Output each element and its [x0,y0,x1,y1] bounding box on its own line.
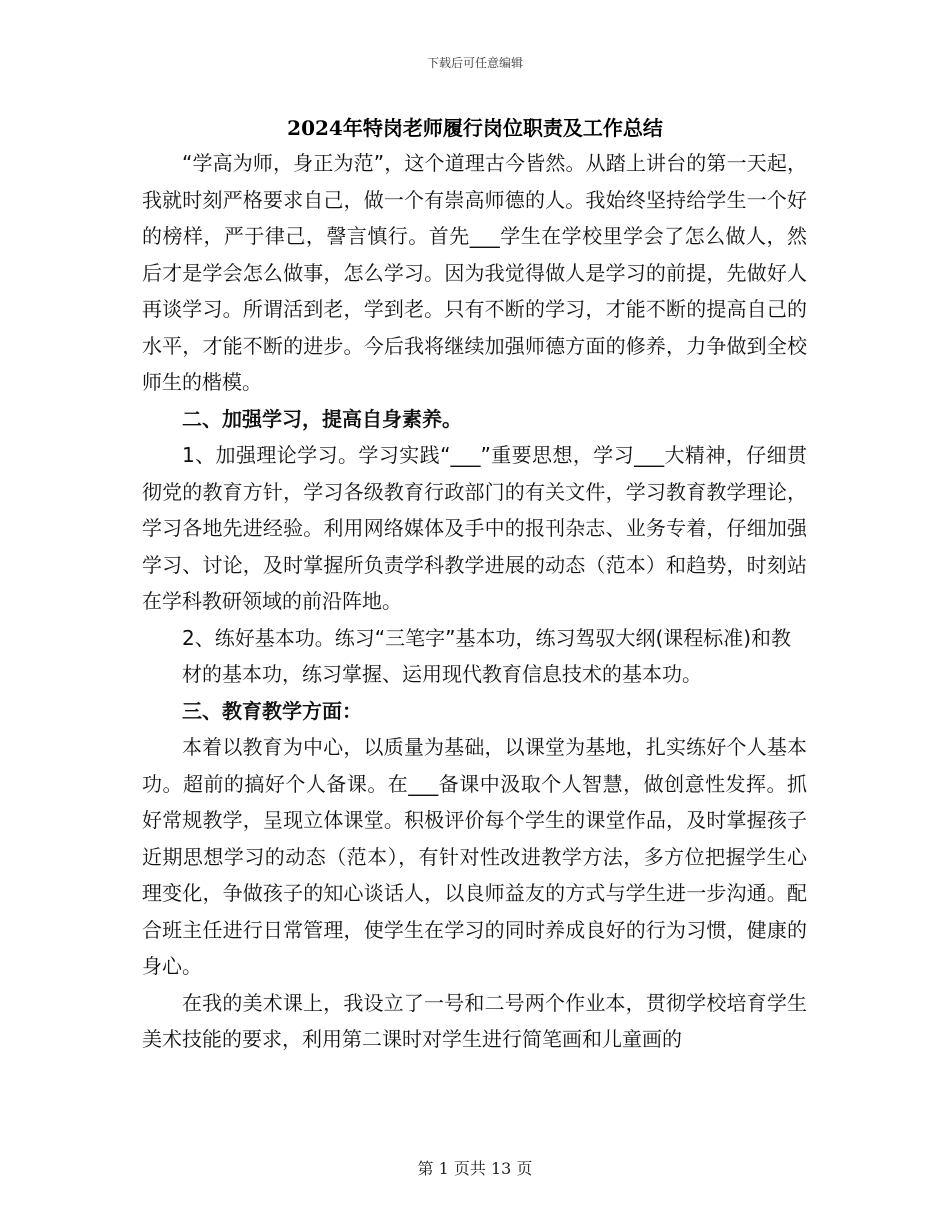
paragraph: “学高为师，身正为范”，这个道理古今皆然。从踏上讲台的第一天起，我就时刻严格要求自己，做一个有崇高师德的人。我始终坚持给学生一个好的榜样，严于律己，謦言慎行。首先___学生在学校里学会了怎么做人，然后才是学会怎么做事，怎么学习。因为我觉得做人是学习的前提，先做好人再谈学习。所谓活到老，学到老。只有不断的学习，才能不断的提高自己的水平，才能不断的进步。今后我将继续加强师德方面的修养，力争做到全校师生的楷模。 [142,151,807,394]
section-heading: 三、教育教学方面： [182,698,362,723]
page-footer: 第 1 页共 13 页 [417,1159,533,1178]
paragraph: 2、练好基本功。练习“三笔字”基本功，练习驾驭大纲(课程标准)和教 [182,625,792,650]
paragraph: 在我的美术课上，我设立了一号和二号两个作业本，贯彻学校培育学生美术技能的要求，利用第二课时对学生进行简笔画和儿童画的 [142,990,807,1051]
paragraph: 本着以教育为中心，以质量为基础，以课堂为基地，扎实练好个人基本功。超前的搞好个人备课。在___备课中汲取个人智慧，做创意性发挥。抓好常规教学，呈现立体课堂。积极评价每个学生的课堂作品，及时掌握孩子近期思想学习的动态（范本），有针对性改进教学方法，多方位把握学生心理变化，争做孩子的知心谈话人，以良师益友的方式与学生进一步沟通。配合班主任进行日常管理，使学生在学习的同时养成良好的行为习惯，健康的身心。 [142,735,807,978]
paragraph: 材的基本功，练习掌握、运用现代教育信息技术的基本功。 [182,662,702,686]
paragraph: 1、加强理论学习。学习实践“___”重要思想，学习___大精神，仔细贯彻党的教育方针，学习各级教育行政部门的有关文件，学习教育教学理论，学习各地先进经验。利用网络媒体及手中的报刊杂志、业务专着，仔细加强学习、讨论，及时掌握所负责学科教学进展的动态（范本）和趋势，时刻站在学科教研领域的前沿阵地。 [142,443,807,613]
document-body [142,145,807,1058]
section-heading: 二、加强学习，提高自身素养。 [182,406,462,431]
page-header: 下载后可任意编辑 [426,56,523,70]
document-title: 2024年特岗老师履行岗位职责及工作总结 [287,116,663,140]
